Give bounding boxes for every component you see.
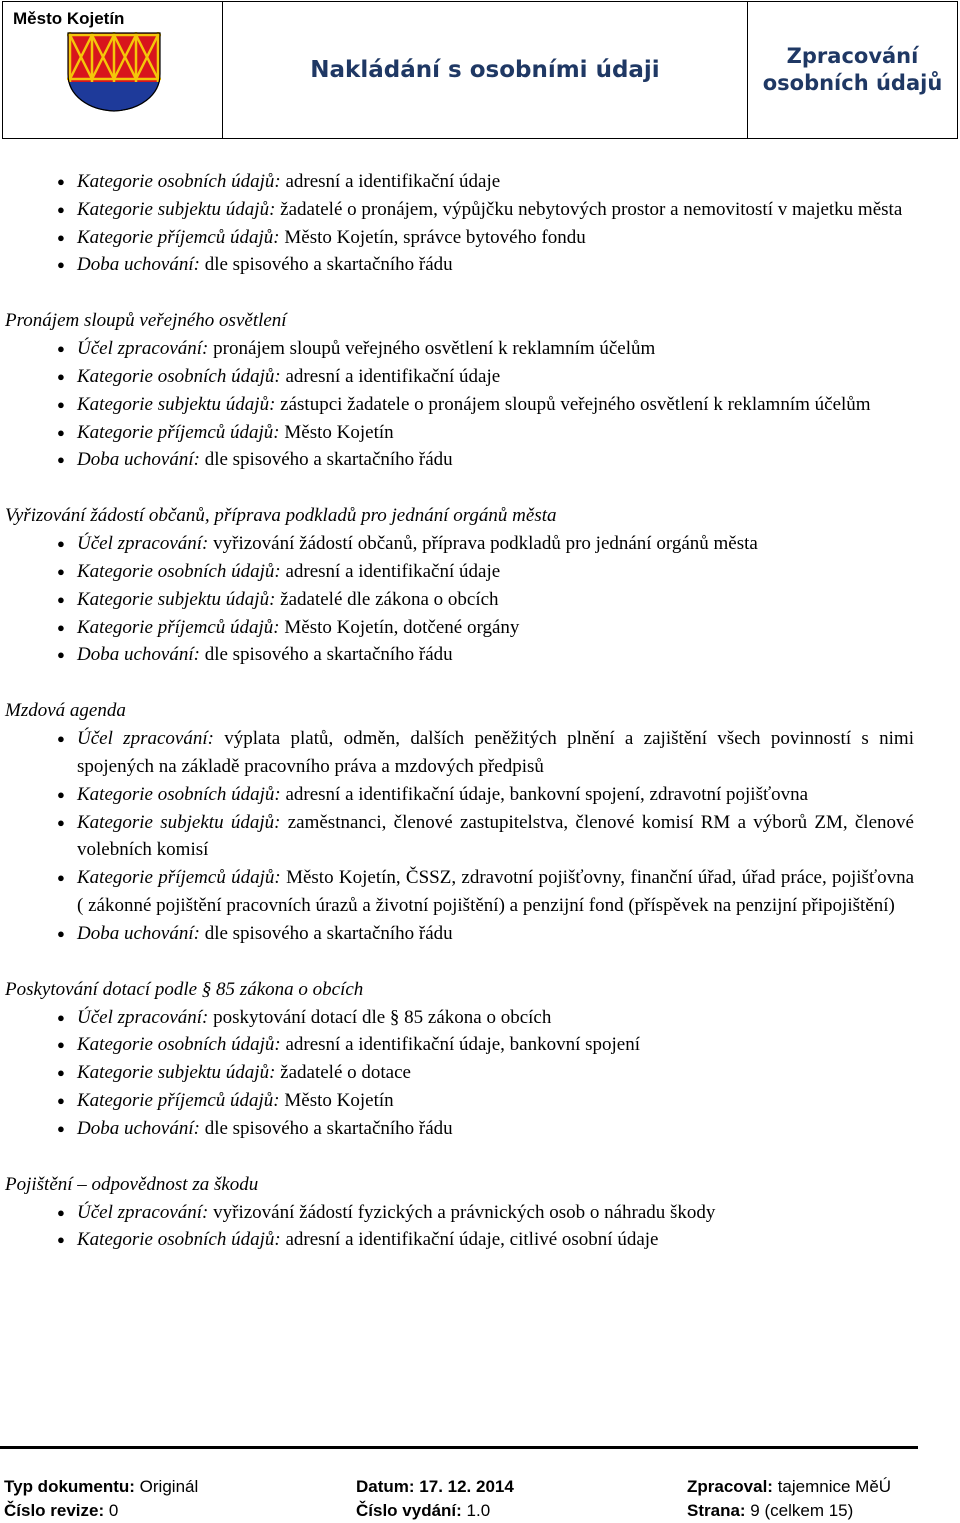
list-item: ● Kategorie osobních údajů: adresní a identifikační údaje, citlivé osobní údaje xyxy=(0,1226,914,1254)
list-item: ● Doba uchování: dle spisového a skartačního řádu xyxy=(0,920,914,948)
document-header xyxy=(2,1,958,139)
header-title-cell xyxy=(223,2,748,138)
section-street-lights xyxy=(0,307,960,474)
document-footer xyxy=(4,1475,954,1523)
intro-list xyxy=(0,168,960,279)
section-title: Mzdová agenda xyxy=(5,700,126,722)
bullet-icon: ● xyxy=(57,1092,65,1108)
bullet-icon: ● xyxy=(57,786,65,802)
bullet-icon: ● xyxy=(57,870,65,886)
bullet-icon: ● xyxy=(57,174,65,189)
list-item: ● Kategorie osobních údajů: adresní a identifikační údaje xyxy=(0,363,914,391)
list-item: ● Kategorie příjemců údajů: Město Kojetín xyxy=(0,419,914,447)
bullet-icon: ● xyxy=(57,201,65,217)
list-item: ● Kategorie osobních údajů: adresní a identifikační údaje xyxy=(0,168,914,196)
footer-processed-by: Zpracoval: tajemnice MěÚ xyxy=(687,1477,892,1496)
list-item: ● Kategorie osobních údajů: adresní a identifikační údaje, bankovní spojení xyxy=(0,1031,914,1059)
bullet-icon: ● xyxy=(57,396,65,412)
footer-divider xyxy=(0,1446,918,1449)
bullet-icon: ● xyxy=(57,424,65,440)
bullet-icon: ● xyxy=(57,341,65,357)
bullet-icon: ● xyxy=(57,536,65,552)
list-item: ● Účel zpracování: výplata platů, odměn, dalších peněžitých plnění a zajištění všech povinností s nimi spojených na základě pracovního práva a mzdových předpisů xyxy=(0,725,914,781)
list-item: ● Účel zpracování: poskytování dotací dle § 85 zákona o obcích xyxy=(0,1004,914,1032)
list-item: ● Kategorie subjektu údajů: žadatelé dle zákona o obcích xyxy=(0,586,914,614)
footer-date: Datum: 17. 12. 2014 xyxy=(356,1477,514,1496)
section-liability-insurance xyxy=(0,1171,960,1255)
footer-doc-type: Typ dokumentu: Originál xyxy=(4,1477,199,1496)
document-title: Nakládání s osobními údaji xyxy=(310,57,660,83)
list-item: ● Kategorie příjemců údajů: Město Kojetín xyxy=(0,1087,914,1115)
list-item: ● Doba uchování: dle spisového a skartačního řádu xyxy=(0,446,914,474)
bullet-icon: ● xyxy=(57,229,65,245)
list-item: ● Kategorie osobních údajů: adresní a identifikační údaje, bankovní spojení, zdravotní pojišťovna xyxy=(0,781,914,809)
bullet-icon: ● xyxy=(57,1009,65,1025)
list-item: ● Doba uchování: dle spisového a skartačního řádu xyxy=(0,251,914,279)
list-item: ● Kategorie subjektu údajů: zaměstnanci, členové zastupitelstva, členové komisí RM a výborů ZM, členové volebních komisí xyxy=(0,809,914,865)
bullet-icon: ● xyxy=(57,814,65,830)
footer-revision: Číslo revize: 0 xyxy=(4,1501,119,1520)
list-item: ● Doba uchování: dle spisového a skartačního řádu xyxy=(0,641,914,669)
list-item: ● Účel zpracování: pronájem sloupů veřejného osvětlení k reklamním účelům xyxy=(0,335,914,363)
list-item: ● Kategorie příjemců údajů: Město Kojetín, ČSSZ, zdravotní pojišťovny, finanční úřad, úřad práce, pojišťovna ( zákonné pojištění pracovních úrazů a životní pojištění) a penzijní fond (příspěvek na penzijní připojištění) xyxy=(0,864,914,920)
footer-issue: Číslo vydání: 1.0 xyxy=(356,1501,491,1520)
bullet-icon: ● xyxy=(57,591,65,607)
section-title: Pronájem sloupů veřejného osvětlení xyxy=(5,310,287,332)
list-item: ● Účel zpracování: vyřizování žádostí občanů, příprava podkladů pro jednání orgánů města xyxy=(0,530,914,558)
bullet-icon: ● xyxy=(57,563,65,579)
document-subtitle: Zpracování osobních údajů xyxy=(762,44,943,95)
bullet-icon: ● xyxy=(57,1120,65,1136)
section-title: Poskytování dotací podle § 85 zákona o obcích xyxy=(5,978,364,1000)
bullet-icon: ● xyxy=(57,619,65,635)
list-item: ● Účel zpracování: vyřizování žádostí fyzických a právnických osob o náhradu škody xyxy=(0,1199,914,1227)
bullet-icon: ● xyxy=(57,368,65,384)
document-body xyxy=(0,168,960,1254)
section-citizen-requests xyxy=(0,502,960,669)
list-item: ● Kategorie příjemců údajů: Město Kojetín, dotčené orgány xyxy=(0,614,914,642)
bullet-icon: ● xyxy=(57,1037,65,1053)
bullet-icon: ● xyxy=(57,925,65,941)
section-payroll xyxy=(0,697,960,947)
bullet-icon: ● xyxy=(57,731,65,747)
list-item: ● Kategorie příjemců údajů: Město Kojetín, správce bytového fondu xyxy=(0,224,914,252)
bullet-icon: ● xyxy=(57,257,65,273)
footer-page: Strana: 9 (celkem 15) xyxy=(687,1501,854,1520)
section-grants xyxy=(0,976,960,1143)
list-item: ● Doba uchování: dle spisového a skartačního řádu xyxy=(0,1115,914,1143)
town-name: Město Kojetín xyxy=(13,9,125,28)
bullet-icon: ● xyxy=(57,452,65,468)
list-item: ● Kategorie subjektu údajů: žadatelé o dotace xyxy=(0,1059,914,1087)
coat-of-arms-icon xyxy=(67,32,161,112)
bullet-icon: ● xyxy=(57,1065,65,1081)
list-item: ● Kategorie osobních údajů: adresní a identifikační údaje xyxy=(0,558,914,586)
bullet-icon: ● xyxy=(57,647,65,663)
bullet-icon: ● xyxy=(57,1232,65,1248)
bullet-icon: ● xyxy=(57,1204,65,1220)
section-title: Vyřizování žádostí občanů, příprava podkladů pro jednání orgánů města xyxy=(5,505,557,527)
header-subtitle-cell xyxy=(748,2,957,138)
list-item: ● Kategorie subjektu údajů: zástupci žadatele o pronájem sloupů veřejného osvětlení k reklamním účelům xyxy=(0,391,914,419)
section-title: Pojištění – odpovědnost za škodu xyxy=(5,1173,259,1195)
header-logo-cell xyxy=(3,2,223,138)
list-item: ● Kategorie subjektu údajů: žadatelé o pronájem, výpůjčku nebytových prostor a nemovitostí v majetku města xyxy=(0,196,914,224)
